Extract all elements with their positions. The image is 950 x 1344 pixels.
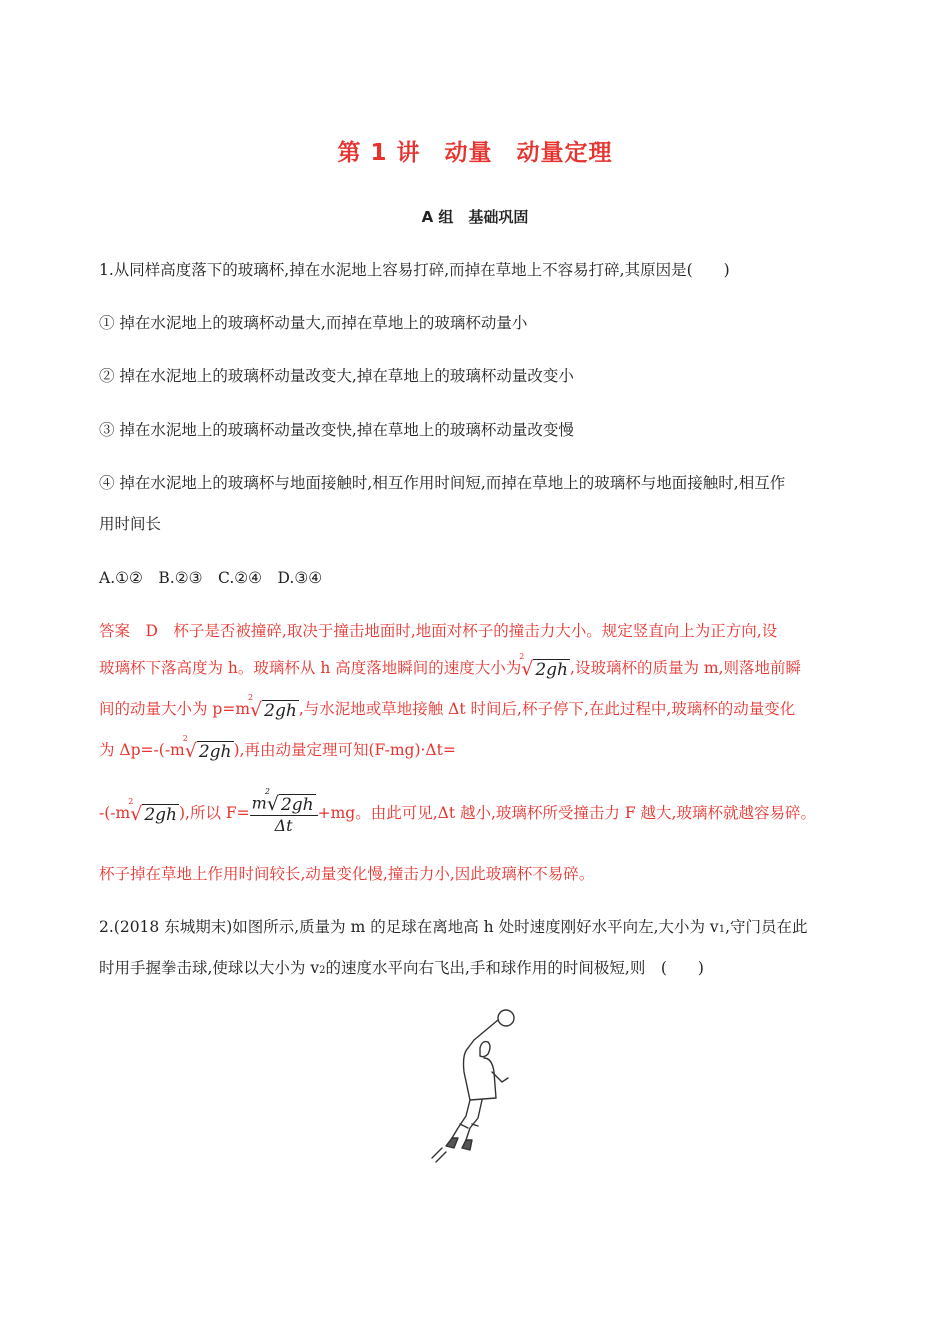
question-1-option-4: ④ 掉在水泥地上的玻璃杯与地面接触时,相互作用时间短,而掉在草地上的玻璃杯与地面接触时,相互作 <box>99 474 786 492</box>
sqrt-expression: 2 √ 2gh <box>248 693 297 721</box>
goalkeeper-illustration <box>418 1006 528 1166</box>
question-1-option-2: ② 掉在水泥地上的玻璃杯动量改变大,掉在草地上的玻璃杯动量改变小 <box>99 367 574 385</box>
section-heading: A 组 基础巩固 <box>421 208 529 226</box>
answer-line-1: 答案 D 杯子是否被撞碎,取决于撞击地面时,地面对杯子的撞击力大小。规定竖直向上为正方向,设 <box>99 622 778 640</box>
answer-line-2: 玻璃杯下落高度为 h。玻璃杯从 h 高度落地瞬间的速度大小为 2 √ 2gh ,设玻璃杯的质量为 m,则落地前瞬 <box>99 652 801 680</box>
question-2-line-2: 时用手握拳击球,使球以大小为 v2的速度水平向右飞出,手和球作用的时间极短,则 ( ) <box>99 959 704 977</box>
question-1-option-3: ③ 掉在水泥地上的玻璃杯动量改变快,掉在草地上的玻璃杯动量改变慢 <box>99 421 574 439</box>
question-1-option-4-cont: 用时间长 <box>99 515 162 533</box>
question-1-choices: A.①② B.②③ C.②④ D.③④ <box>99 569 323 587</box>
answer-line-6: 杯子掉在草地上作用时间较长,动量变化慢,撞击力小,因此玻璃杯不易碎。 <box>99 865 595 883</box>
question-2-line-1: 2.(2018 东城期末)如图所示,质量为 m 的足球在离地高 h 处时速度刚好水平向左,大小为 v1,守门员在此 <box>99 918 808 936</box>
question-1-stem: 1.从同样高度落下的玻璃杯,掉在水泥地上容易打碎,而掉在草地上不容易打碎,其原因是( ) <box>99 261 730 279</box>
sqrt-expression: 2 √ 2gh <box>128 797 177 825</box>
answer-line-3: 间的动量大小为 p=m 2 √ 2gh ,与水泥地或草地接触 Δt 时间后,杯子停下,在此过程中,玻璃杯的动量变化 <box>99 693 796 721</box>
sqrt-expression: 2 √ 2gh <box>182 734 232 762</box>
sqrt-expression: 2 √ 2gh <box>519 652 569 680</box>
question-1-option-1: ① 掉在水泥地上的玻璃杯动量大,而掉在草地上的玻璃杯动量小 <box>99 314 528 332</box>
answer-line-4: 为 Δp=-(-m 2 √ 2gh ),再由动量定理可知(F-mg)·Δt= <box>99 734 456 762</box>
football <box>498 1010 514 1026</box>
page-title: 第 1 讲 动量 动量定理 <box>337 140 613 166</box>
answer-line-5: -(-m 2 √ 2gh ),所以 F= m 2 √ 2gh Δt +mg。由此可见,Δt 越小,玻璃杯所受撞击力 F 越大,玻璃杯就越容易碎。 <box>99 787 816 835</box>
fraction-expression: m 2 √ 2gh Δt <box>250 793 318 835</box>
